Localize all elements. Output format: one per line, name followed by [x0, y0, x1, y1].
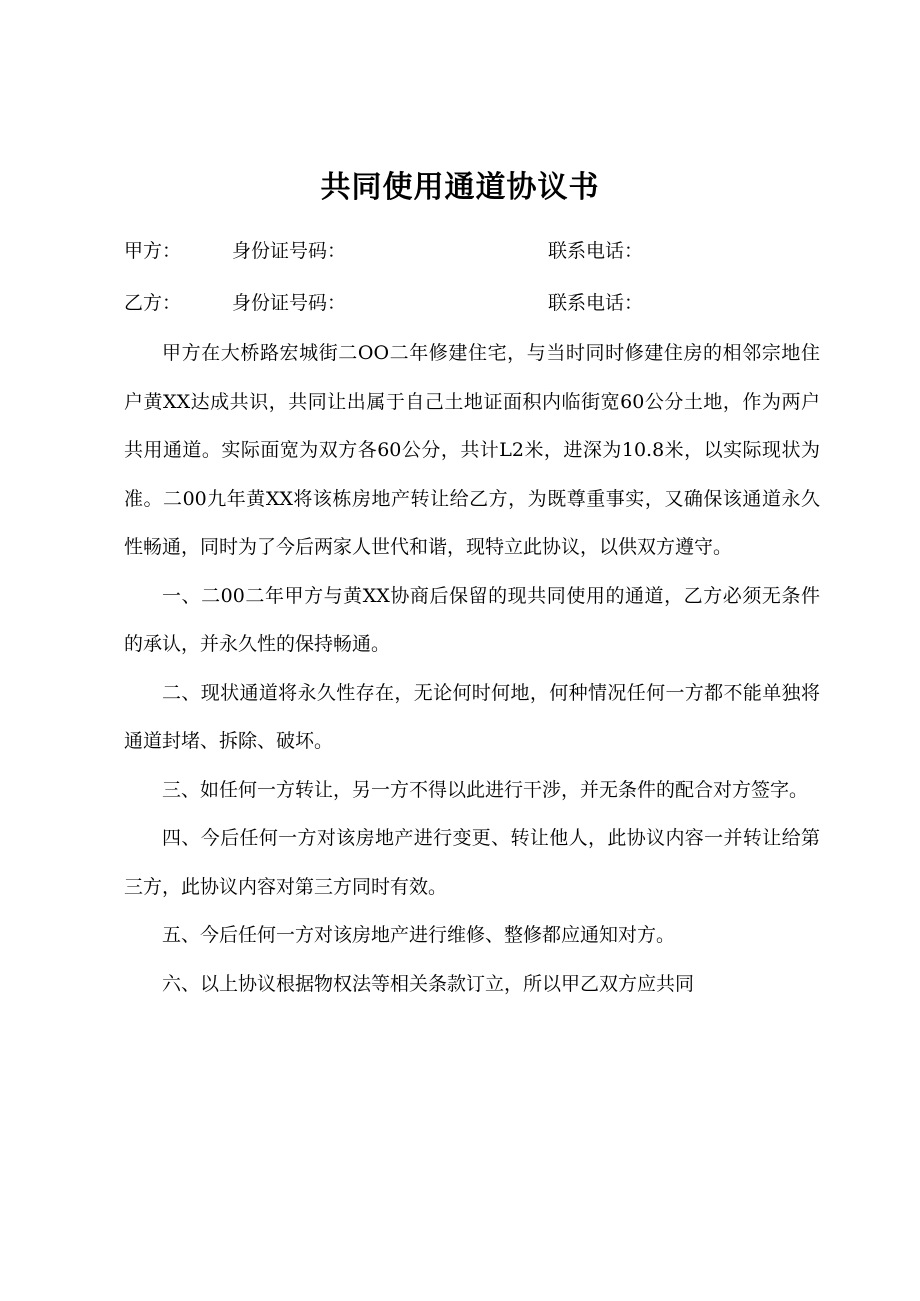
clause-3: 三、如任何一方转让，另一方不得以此进行干涉，并无条件的配合对方签字。: [162, 778, 809, 801]
clause-4: 四、今后任何一方对该房地产进行变更、转让他人，此协议内容一并转让给第三方，此协议内容对第三方同时有效。: [124, 827, 820, 898]
document-body: [124, 329, 820, 1008]
party-a-label: 甲方：: [124, 240, 182, 262]
party-b-id-label: 身份证号码：: [232, 292, 347, 314]
party-b-line: [124, 287, 824, 319]
clause-5: 五、今后任何一方对该房地产进行维修、整修都应通知对方。: [162, 924, 676, 946]
party-a-phone-label: 联系电话：: [548, 240, 644, 262]
paragraph-preamble: 甲方在大桥路宏城街二OO二年修建住宅，与当时同时修建住房的相邻宗地住户黄XX达成共识，共同让出属于自己土地证面积内临街宽60公分土地，作为两户共用通道。实际面宽为双方各60公分，共计L2米，进深为10.8米，以实际现状为准。二00九年黄XX将该栋房地产转让给乙方，为既尊重事实，又确保该通道永久性畅通，同时为了今后两家人世代和谐，现特立此协议，以供双方遵守。: [124, 342, 820, 558]
party-a-id-label: 身份证号码：: [232, 240, 347, 262]
party-b-label: 乙方：: [124, 292, 182, 314]
party-a-line: [124, 235, 824, 267]
document-title: 共同使用通道协议书: [320, 170, 600, 205]
clause-6: 六、以上协议根据物权法等相关条款订立，所以甲乙双方应共同: [162, 972, 695, 995]
party-b-phone-label: 联系电话：: [548, 292, 644, 314]
clause-2: 二、现状通道将永久性存在，无论何时何地，何种情况任何一方都不能单独将通道封堵、拆除、破坏。: [124, 681, 820, 752]
clause-1: 一、二00二年甲方与黄XX协商后保留的现共同使用的通道，乙方必须无条件的承认，并永久性的保持畅通。: [124, 584, 820, 655]
